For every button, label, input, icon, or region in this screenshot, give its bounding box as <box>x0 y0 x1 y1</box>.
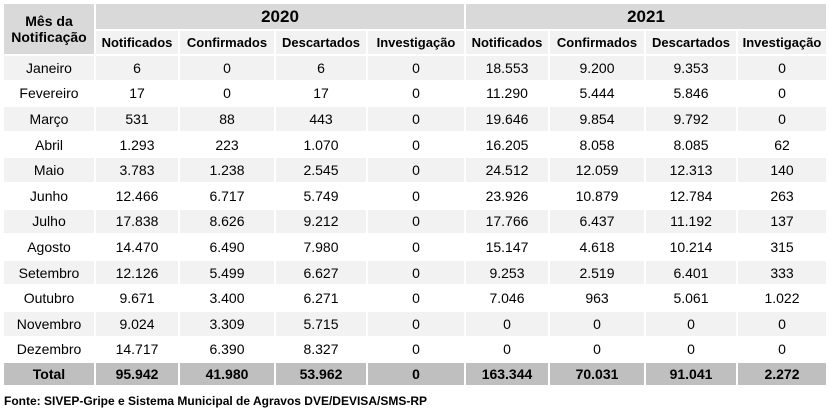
cell-2021-investigacao: 333 <box>738 261 826 285</box>
cell-2020-investigacao: 0 <box>368 312 464 336</box>
cell-2020-confirmados: 8.626 <box>180 210 274 234</box>
cell-2021-notificados: 17.766 <box>466 210 548 234</box>
cell-2020-notificados: 9.671 <box>96 286 178 310</box>
total-2020-investigacao: 0 <box>368 363 464 385</box>
month-cell: Agosto <box>4 235 94 259</box>
cell-2021-investigacao: 0 <box>738 338 826 362</box>
cell-2021-descartados: 5.846 <box>646 82 736 106</box>
cell-2020-confirmados: 0 <box>180 82 274 106</box>
cell-2021-confirmados: 4.618 <box>550 235 644 259</box>
cell-2020-notificados: 12.466 <box>96 184 178 208</box>
total-2021-confirmados: 70.031 <box>550 363 644 385</box>
cell-2020-notificados: 14.470 <box>96 235 178 259</box>
cell-2020-descartados: 5.715 <box>276 312 366 336</box>
table-row <box>4 184 826 208</box>
year-2020-header: 2020 <box>96 4 464 29</box>
cell-2021-confirmados: 2.519 <box>550 261 644 285</box>
cell-2021-confirmados: 5.444 <box>550 82 644 106</box>
cases-table <box>2 2 828 387</box>
table-row <box>4 338 826 362</box>
col-header-2021-descartados: Descartados <box>646 31 736 54</box>
cell-2020-descartados: 9.212 <box>276 210 366 234</box>
cell-2021-notificados: 24.512 <box>466 158 548 182</box>
cell-2020-confirmados: 1.238 <box>180 158 274 182</box>
cell-2020-notificados: 3.783 <box>96 158 178 182</box>
month-column-header: Mês da Notificação <box>4 4 94 54</box>
cell-2020-investigacao: 0 <box>368 56 464 80</box>
month-cell: Abril <box>4 133 94 157</box>
col-header-2020-descartados: Descartados <box>276 31 366 54</box>
cell-2021-investigacao: 137 <box>738 210 826 234</box>
table-row <box>4 56 826 80</box>
cell-2020-descartados: 1.070 <box>276 133 366 157</box>
cell-2020-notificados: 12.126 <box>96 261 178 285</box>
total-2021-notificados: 163.344 <box>466 363 548 385</box>
cell-2020-descartados: 7.980 <box>276 235 366 259</box>
cell-2020-descartados: 2.545 <box>276 158 366 182</box>
cell-2020-notificados: 531 <box>96 107 178 131</box>
cell-2021-notificados: 19.646 <box>466 107 548 131</box>
cell-2021-confirmados: 6.437 <box>550 210 644 234</box>
cell-2021-descartados: 0 <box>646 312 736 336</box>
total-2020-notificados: 95.942 <box>96 363 178 385</box>
total-row <box>4 363 826 385</box>
table-row <box>4 235 826 259</box>
cell-2020-investigacao: 0 <box>368 82 464 106</box>
table-row <box>4 82 826 106</box>
table-body <box>4 56 826 385</box>
table-row <box>4 210 826 234</box>
cell-2020-descartados: 8.327 <box>276 338 366 362</box>
cell-2020-confirmados: 6.390 <box>180 338 274 362</box>
month-cell: Junho <box>4 184 94 208</box>
cell-2020-notificados: 17 <box>96 82 178 106</box>
month-cell: Dezembro <box>4 338 94 362</box>
cell-2021-notificados: 0 <box>466 312 548 336</box>
cell-2021-confirmados: 0 <box>550 312 644 336</box>
cell-2020-notificados: 14.717 <box>96 338 178 362</box>
cell-2020-investigacao: 0 <box>368 133 464 157</box>
cell-2021-notificados: 15.147 <box>466 235 548 259</box>
cell-2020-investigacao: 0 <box>368 338 464 362</box>
cell-2020-confirmados: 88 <box>180 107 274 131</box>
month-cell: Janeiro <box>4 56 94 80</box>
cell-2021-descartados: 8.085 <box>646 133 736 157</box>
cell-2020-investigacao: 0 <box>368 107 464 131</box>
cell-2021-investigacao: 315 <box>738 235 826 259</box>
cell-2020-descartados: 5.749 <box>276 184 366 208</box>
cell-2020-investigacao: 0 <box>368 210 464 234</box>
cell-2020-descartados: 6 <box>276 56 366 80</box>
month-cell: Outubro <box>4 286 94 310</box>
cell-2021-notificados: 0 <box>466 338 548 362</box>
cell-2020-confirmados: 223 <box>180 133 274 157</box>
year-2021-header: 2021 <box>466 4 826 29</box>
month-cell: Março <box>4 107 94 131</box>
cell-2021-descartados: 9.792 <box>646 107 736 131</box>
col-header-2021-investigacao: Investigação <box>738 31 826 54</box>
cell-2021-notificados: 16.205 <box>466 133 548 157</box>
cell-2020-confirmados: 3.400 <box>180 286 274 310</box>
cell-2021-confirmados: 9.200 <box>550 56 644 80</box>
cell-2020-confirmados: 6.717 <box>180 184 274 208</box>
cell-2021-confirmados: 963 <box>550 286 644 310</box>
table-row <box>4 261 826 285</box>
cell-2021-confirmados: 8.058 <box>550 133 644 157</box>
cell-2020-notificados: 17.838 <box>96 210 178 234</box>
cases-table-container <box>2 2 828 387</box>
cell-2020-notificados: 9.024 <box>96 312 178 336</box>
cell-2021-investigacao: 62 <box>738 133 826 157</box>
month-cell: Novembro <box>4 312 94 336</box>
cell-2021-investigacao: 0 <box>738 312 826 336</box>
cell-2020-confirmados: 0 <box>180 56 274 80</box>
table-row <box>4 133 826 157</box>
cell-2020-descartados: 443 <box>276 107 366 131</box>
cell-2020-notificados: 6 <box>96 56 178 80</box>
cell-2021-descartados: 5.061 <box>646 286 736 310</box>
cell-2020-confirmados: 3.309 <box>180 312 274 336</box>
table-row <box>4 312 826 336</box>
table-row <box>4 107 826 131</box>
cell-2020-investigacao: 0 <box>368 158 464 182</box>
col-header-2020-confirmados: Confirmados <box>180 31 274 54</box>
cell-2020-descartados: 17 <box>276 82 366 106</box>
cell-2020-confirmados: 6.490 <box>180 235 274 259</box>
col-header-2021-notificados: Notificados <box>466 31 548 54</box>
cell-2021-investigacao: 263 <box>738 184 826 208</box>
cell-2021-notificados: 23.926 <box>466 184 548 208</box>
cell-2021-descartados: 12.784 <box>646 184 736 208</box>
col-header-2020-notificados: Notificados <box>96 31 178 54</box>
cell-2021-investigacao: 1.022 <box>738 286 826 310</box>
total-2020-descartados: 53.962 <box>276 363 366 385</box>
cell-2021-investigacao: 0 <box>738 82 826 106</box>
cell-2021-descartados: 6.401 <box>646 261 736 285</box>
cell-2020-investigacao: 0 <box>368 286 464 310</box>
cell-2021-investigacao: 0 <box>738 107 826 131</box>
cell-2020-confirmados: 5.499 <box>180 261 274 285</box>
cell-2021-confirmados: 9.854 <box>550 107 644 131</box>
total-2021-investigacao: 2.272 <box>738 363 826 385</box>
total-2020-confirmados: 41.980 <box>180 363 274 385</box>
table-row <box>4 158 826 182</box>
total-label: Total <box>4 363 94 385</box>
cell-2021-notificados: 18.553 <box>466 56 548 80</box>
cell-2021-descartados: 10.214 <box>646 235 736 259</box>
cell-2021-confirmados: 0 <box>550 338 644 362</box>
month-cell: Julho <box>4 210 94 234</box>
cell-2020-descartados: 6.627 <box>276 261 366 285</box>
cell-2021-descartados: 11.192 <box>646 210 736 234</box>
cell-2021-descartados: 0 <box>646 338 736 362</box>
month-cell: Fevereiro <box>4 82 94 106</box>
cell-2020-investigacao: 0 <box>368 184 464 208</box>
cell-2021-confirmados: 12.059 <box>550 158 644 182</box>
cell-2020-descartados: 6.271 <box>276 286 366 310</box>
cell-2021-investigacao: 0 <box>738 56 826 80</box>
cell-2020-investigacao: 0 <box>368 261 464 285</box>
cell-2020-investigacao: 0 <box>368 235 464 259</box>
table-row <box>4 286 826 310</box>
month-cell: Maio <box>4 158 94 182</box>
col-header-2020-investigacao: Investigação <box>368 31 464 54</box>
col-header-2021-confirmados: Confirmados <box>550 31 644 54</box>
cell-2021-notificados: 7.046 <box>466 286 548 310</box>
cell-2021-descartados: 9.353 <box>646 56 736 80</box>
cell-2021-confirmados: 10.879 <box>550 184 644 208</box>
cell-2021-investigacao: 140 <box>738 158 826 182</box>
month-cell: Setembro <box>4 261 94 285</box>
cell-2021-notificados: 11.290 <box>466 82 548 106</box>
source-note: Fonte: SIVEP-Gripe e Sistema Municipal de Agravos DVE/DEVISA/SMS-RP <box>4 394 427 408</box>
cell-2021-notificados: 9.253 <box>466 261 548 285</box>
cell-2020-notificados: 1.293 <box>96 133 178 157</box>
total-2021-descartados: 91.041 <box>646 363 736 385</box>
cell-2021-descartados: 12.313 <box>646 158 736 182</box>
